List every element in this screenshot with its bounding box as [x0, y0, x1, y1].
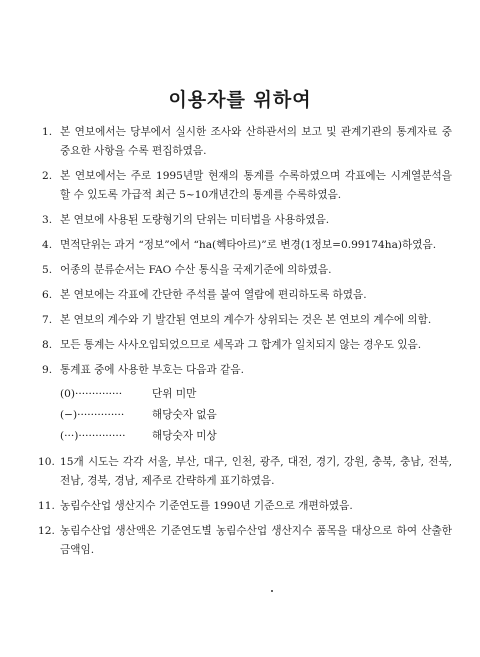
list-item — [42, 211, 452, 230]
list-item — [38, 453, 452, 491]
item-text: 15개 시도는 각각 서울, 부산, 대구, 인천, 광주, 대전, 경기, 강원, 충북, 충남, 전북, 전남, 경북, 경남, 제주로 간략하게 표기하였음. — [60, 456, 452, 487]
item-text: 농림수산업 생산액은 기준연도별 농림수산업 생산지수 품목을 대상으로 하여 산출한 금액임. — [60, 525, 452, 556]
page-title: 이용자를 위하여 — [168, 89, 312, 111]
item-text: 본 연보에서는 당부에서 실시한 조사와 산하관서의 보고 및 관계기관의 통계자료 중 중요한 사항을 수록 편집하였음. — [60, 126, 452, 157]
item-number: 9. — [42, 364, 53, 376]
symbol-mark: (−)·············· — [60, 409, 125, 421]
item-number: 1. — [42, 126, 53, 138]
symbol-legend — [60, 384, 452, 447]
item-number: 8. — [42, 339, 53, 351]
item-text: 통계표 중에 사용한 부호는 다음과 같음. — [60, 364, 244, 376]
list-item — [42, 361, 452, 447]
item-text: 본 연보에서는 주로 1995년말 현재의 통계를 수록하였으며 각표에는 시계열분석을 할 수 있도록 가급적 최근 5~10개년간의 통계를 수록하였음. — [60, 170, 452, 201]
item-number: 5. — [42, 264, 53, 276]
symbol-row — [60, 426, 452, 447]
scan-speck — [271, 590, 273, 592]
item-text: 모든 통계는 사사오입되었으므로 세목과 그 합계가 일치되지 않는 경우도 있음. — [60, 339, 422, 351]
item-text-block — [60, 361, 452, 447]
item-number: 3. — [42, 214, 53, 226]
item-number: 2. — [42, 170, 53, 182]
list-item — [42, 286, 452, 305]
symbol-mark: (0)·············· — [60, 388, 123, 400]
symbol-meaning: 해당숫자 없음 — [152, 409, 217, 421]
list-item — [42, 311, 452, 330]
item-text: 본 연보의 계수와 기 발간된 연보의 계수가 상위되는 것은 본 연보의 계수에 의함. — [60, 314, 432, 326]
symbol-meaning: 단위 미만 — [152, 388, 197, 400]
item-text: 어종의 분류순서는 FAO 수산 통식을 국제기준에 의하였음. — [60, 264, 332, 276]
item-number: 4. — [42, 239, 53, 251]
item-number: 12. — [38, 525, 55, 537]
list-item — [42, 236, 452, 255]
item-number: 10. — [38, 456, 55, 468]
list-item — [42, 123, 452, 161]
symbol-row — [60, 405, 452, 426]
symbol-row — [60, 384, 452, 405]
list-item — [42, 261, 452, 280]
item-number: 11. — [38, 500, 55, 512]
list-item — [38, 497, 452, 516]
item-text: 농림수산업 생산지수 기준연도를 1990년 기준으로 개편하였음. — [60, 500, 353, 512]
item-text: 본 연보에 사용된 도량형기의 단위는 미터법을 사용하였음. — [60, 214, 330, 226]
list-item — [38, 522, 452, 560]
item-text: 본 연보에는 각표에 간단한 주석를 붙여 열람에 편리하도록 하였음. — [60, 289, 367, 301]
item-text: 면적단위는 과거 “정보”에서 “ha(헥타아르)”로 변경(1정보=0.99174ha)하였음. — [60, 239, 437, 251]
list-item — [42, 336, 452, 355]
list-item — [42, 167, 452, 205]
item-number: 6. — [42, 289, 53, 301]
symbol-mark: (···)·············· — [60, 430, 126, 442]
item-number: 7. — [42, 314, 53, 326]
notes-list — [38, 123, 452, 566]
symbol-meaning: 해당숫자 미상 — [152, 430, 217, 442]
